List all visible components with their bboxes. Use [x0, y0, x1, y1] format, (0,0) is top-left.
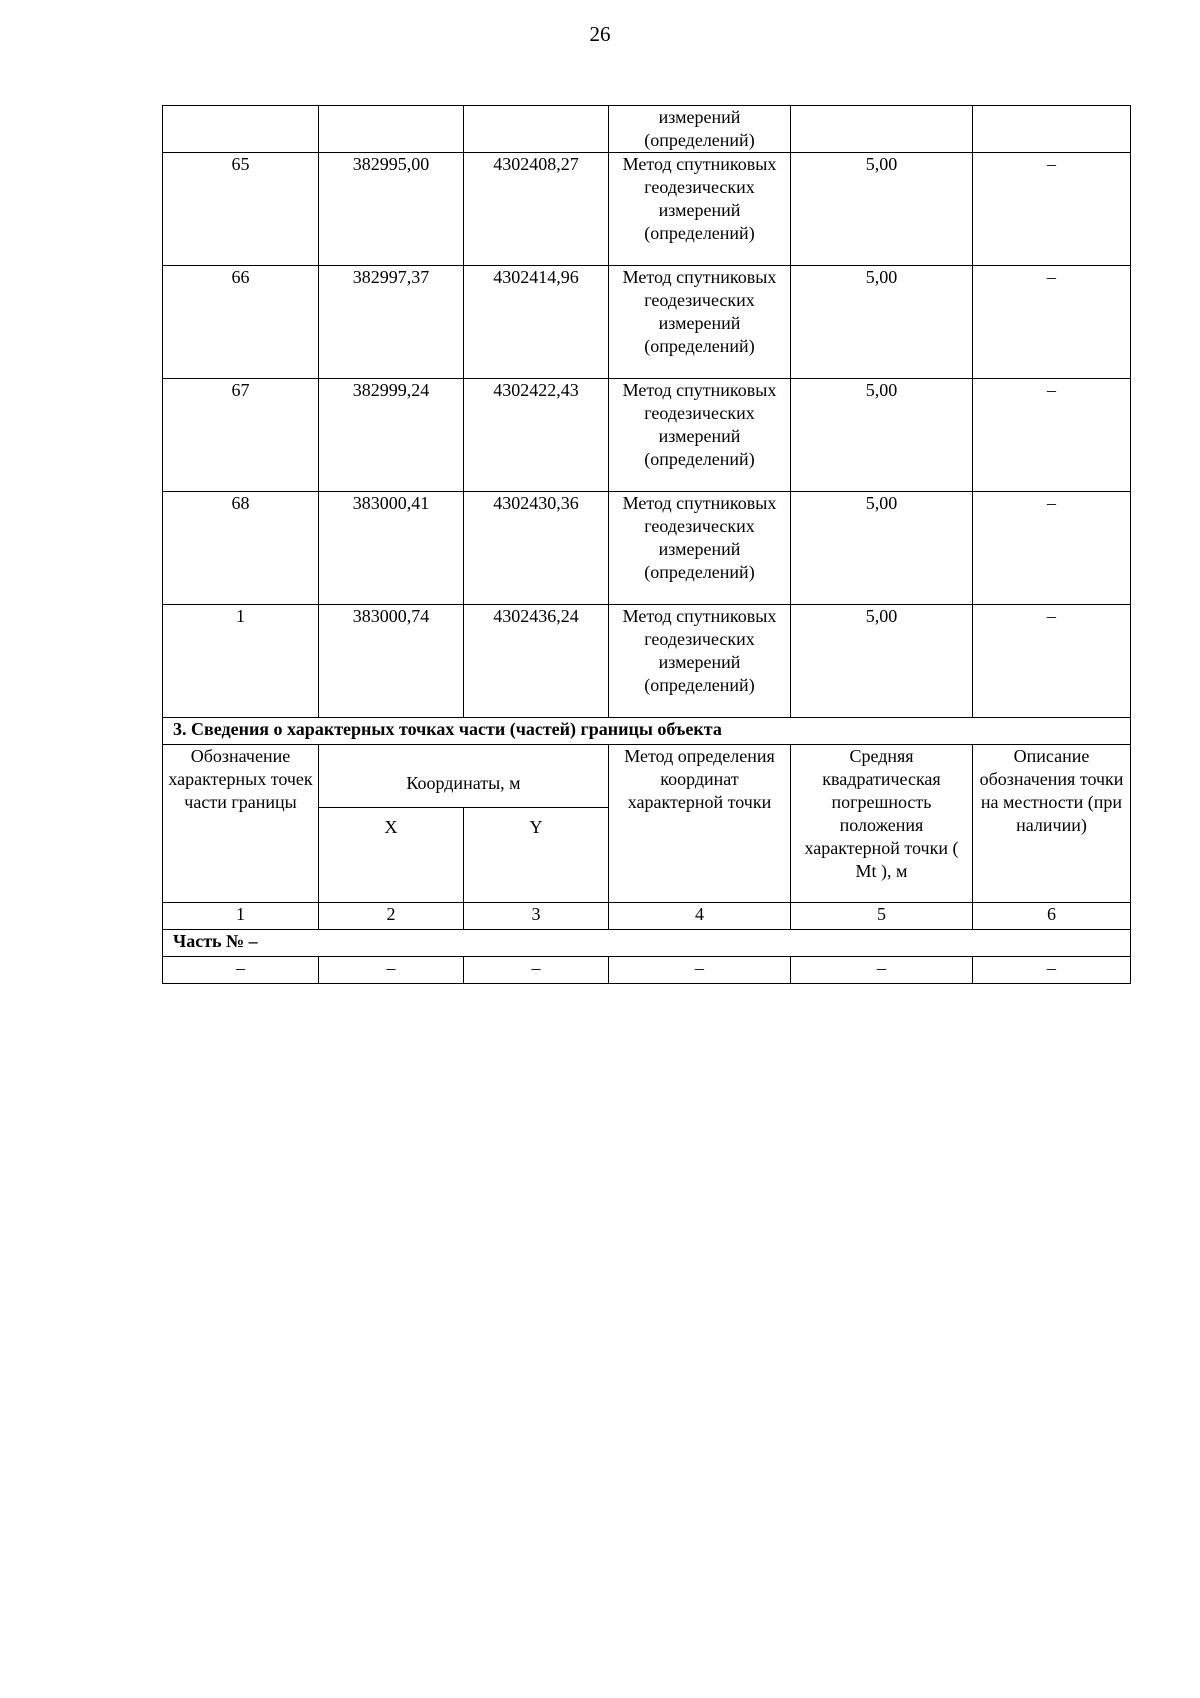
- point-cell: 68: [163, 492, 319, 605]
- error-cell: 5,00: [791, 266, 973, 379]
- point-cell: 66: [163, 266, 319, 379]
- error-cell: [791, 106, 973, 153]
- point-cell: 65: [163, 153, 319, 266]
- error-cell: 5,00: [791, 379, 973, 492]
- column-number: 1: [163, 903, 319, 930]
- table-row: [163, 266, 1131, 379]
- y-cell: 4302422,43: [464, 379, 609, 492]
- table-row: [163, 153, 1131, 266]
- header-y: Y: [464, 808, 609, 903]
- header-x: X: [319, 808, 464, 903]
- dash-cell: –: [163, 957, 319, 984]
- dash-cell: –: [609, 957, 791, 984]
- dash-cell: –: [973, 957, 1131, 984]
- error-cell: 5,00: [791, 153, 973, 266]
- section-title-row: [163, 718, 1131, 745]
- table-row: [163, 379, 1131, 492]
- method-cell: Метод спутниковых геодезических измерений (определений): [609, 605, 791, 718]
- point-cell: 1: [163, 605, 319, 718]
- x-cell: 382997,37: [319, 266, 464, 379]
- column-number: 5: [791, 903, 973, 930]
- header-row: [163, 745, 1131, 808]
- dash-cell: –: [791, 957, 973, 984]
- method-cell: Метод спутниковых геодезических измерений (определений): [609, 153, 791, 266]
- header-coords: Координаты, м: [319, 745, 609, 808]
- part-label: Часть № –: [163, 930, 1131, 957]
- table-row: [163, 106, 1131, 153]
- y-cell: 4302408,27: [464, 153, 609, 266]
- page-number: 26: [589, 22, 611, 46]
- dash-cell: –: [319, 957, 464, 984]
- table-row: [163, 492, 1131, 605]
- part-row: [163, 930, 1131, 957]
- section-title: 3. Сведения о характерных точках части (частей) границы объекта: [163, 718, 1131, 745]
- column-numbers-row: [163, 903, 1131, 930]
- header-error: Средняя квадратическая погрешность положения характерной точки ( Mt ), м: [791, 745, 973, 903]
- x-cell: [319, 106, 464, 153]
- header-desc: Описание обозначения точки на местности (при наличии): [973, 745, 1131, 903]
- y-cell: 4302430,36: [464, 492, 609, 605]
- header-method: Метод определения координат характерной точки: [609, 745, 791, 903]
- desc-cell: –: [973, 266, 1131, 379]
- table-row: [163, 957, 1131, 984]
- point-cell: [163, 106, 319, 153]
- desc-cell: –: [973, 492, 1131, 605]
- column-number: 6: [973, 903, 1131, 930]
- method-cell: Метод спутниковых геодезических измерений (определений): [609, 266, 791, 379]
- x-cell: 382999,24: [319, 379, 464, 492]
- desc-cell: –: [973, 153, 1131, 266]
- error-cell: 5,00: [791, 492, 973, 605]
- column-number: 2: [319, 903, 464, 930]
- dash-cell: –: [464, 957, 609, 984]
- y-cell: 4302436,24: [464, 605, 609, 718]
- column-number: 4: [609, 903, 791, 930]
- x-cell: 383000,74: [319, 605, 464, 718]
- desc-cell: –: [973, 605, 1131, 718]
- method-cell: измерений (определений): [609, 106, 791, 153]
- desc-cell: [973, 106, 1131, 153]
- x-cell: 382995,00: [319, 153, 464, 266]
- method-cell: Метод спутниковых геодезических измерений (определений): [609, 379, 791, 492]
- coordinates-table: [162, 105, 1131, 984]
- header-point: Обозначение характерных точек части границы: [163, 745, 319, 903]
- column-number: 3: [464, 903, 609, 930]
- method-cell: Метод спутниковых геодезических измерений (определений): [609, 492, 791, 605]
- desc-cell: –: [973, 379, 1131, 492]
- y-cell: 4302414,96: [464, 266, 609, 379]
- table-row: [163, 605, 1131, 718]
- error-cell: 5,00: [791, 605, 973, 718]
- y-cell: [464, 106, 609, 153]
- x-cell: 383000,41: [319, 492, 464, 605]
- point-cell: 67: [163, 379, 319, 492]
